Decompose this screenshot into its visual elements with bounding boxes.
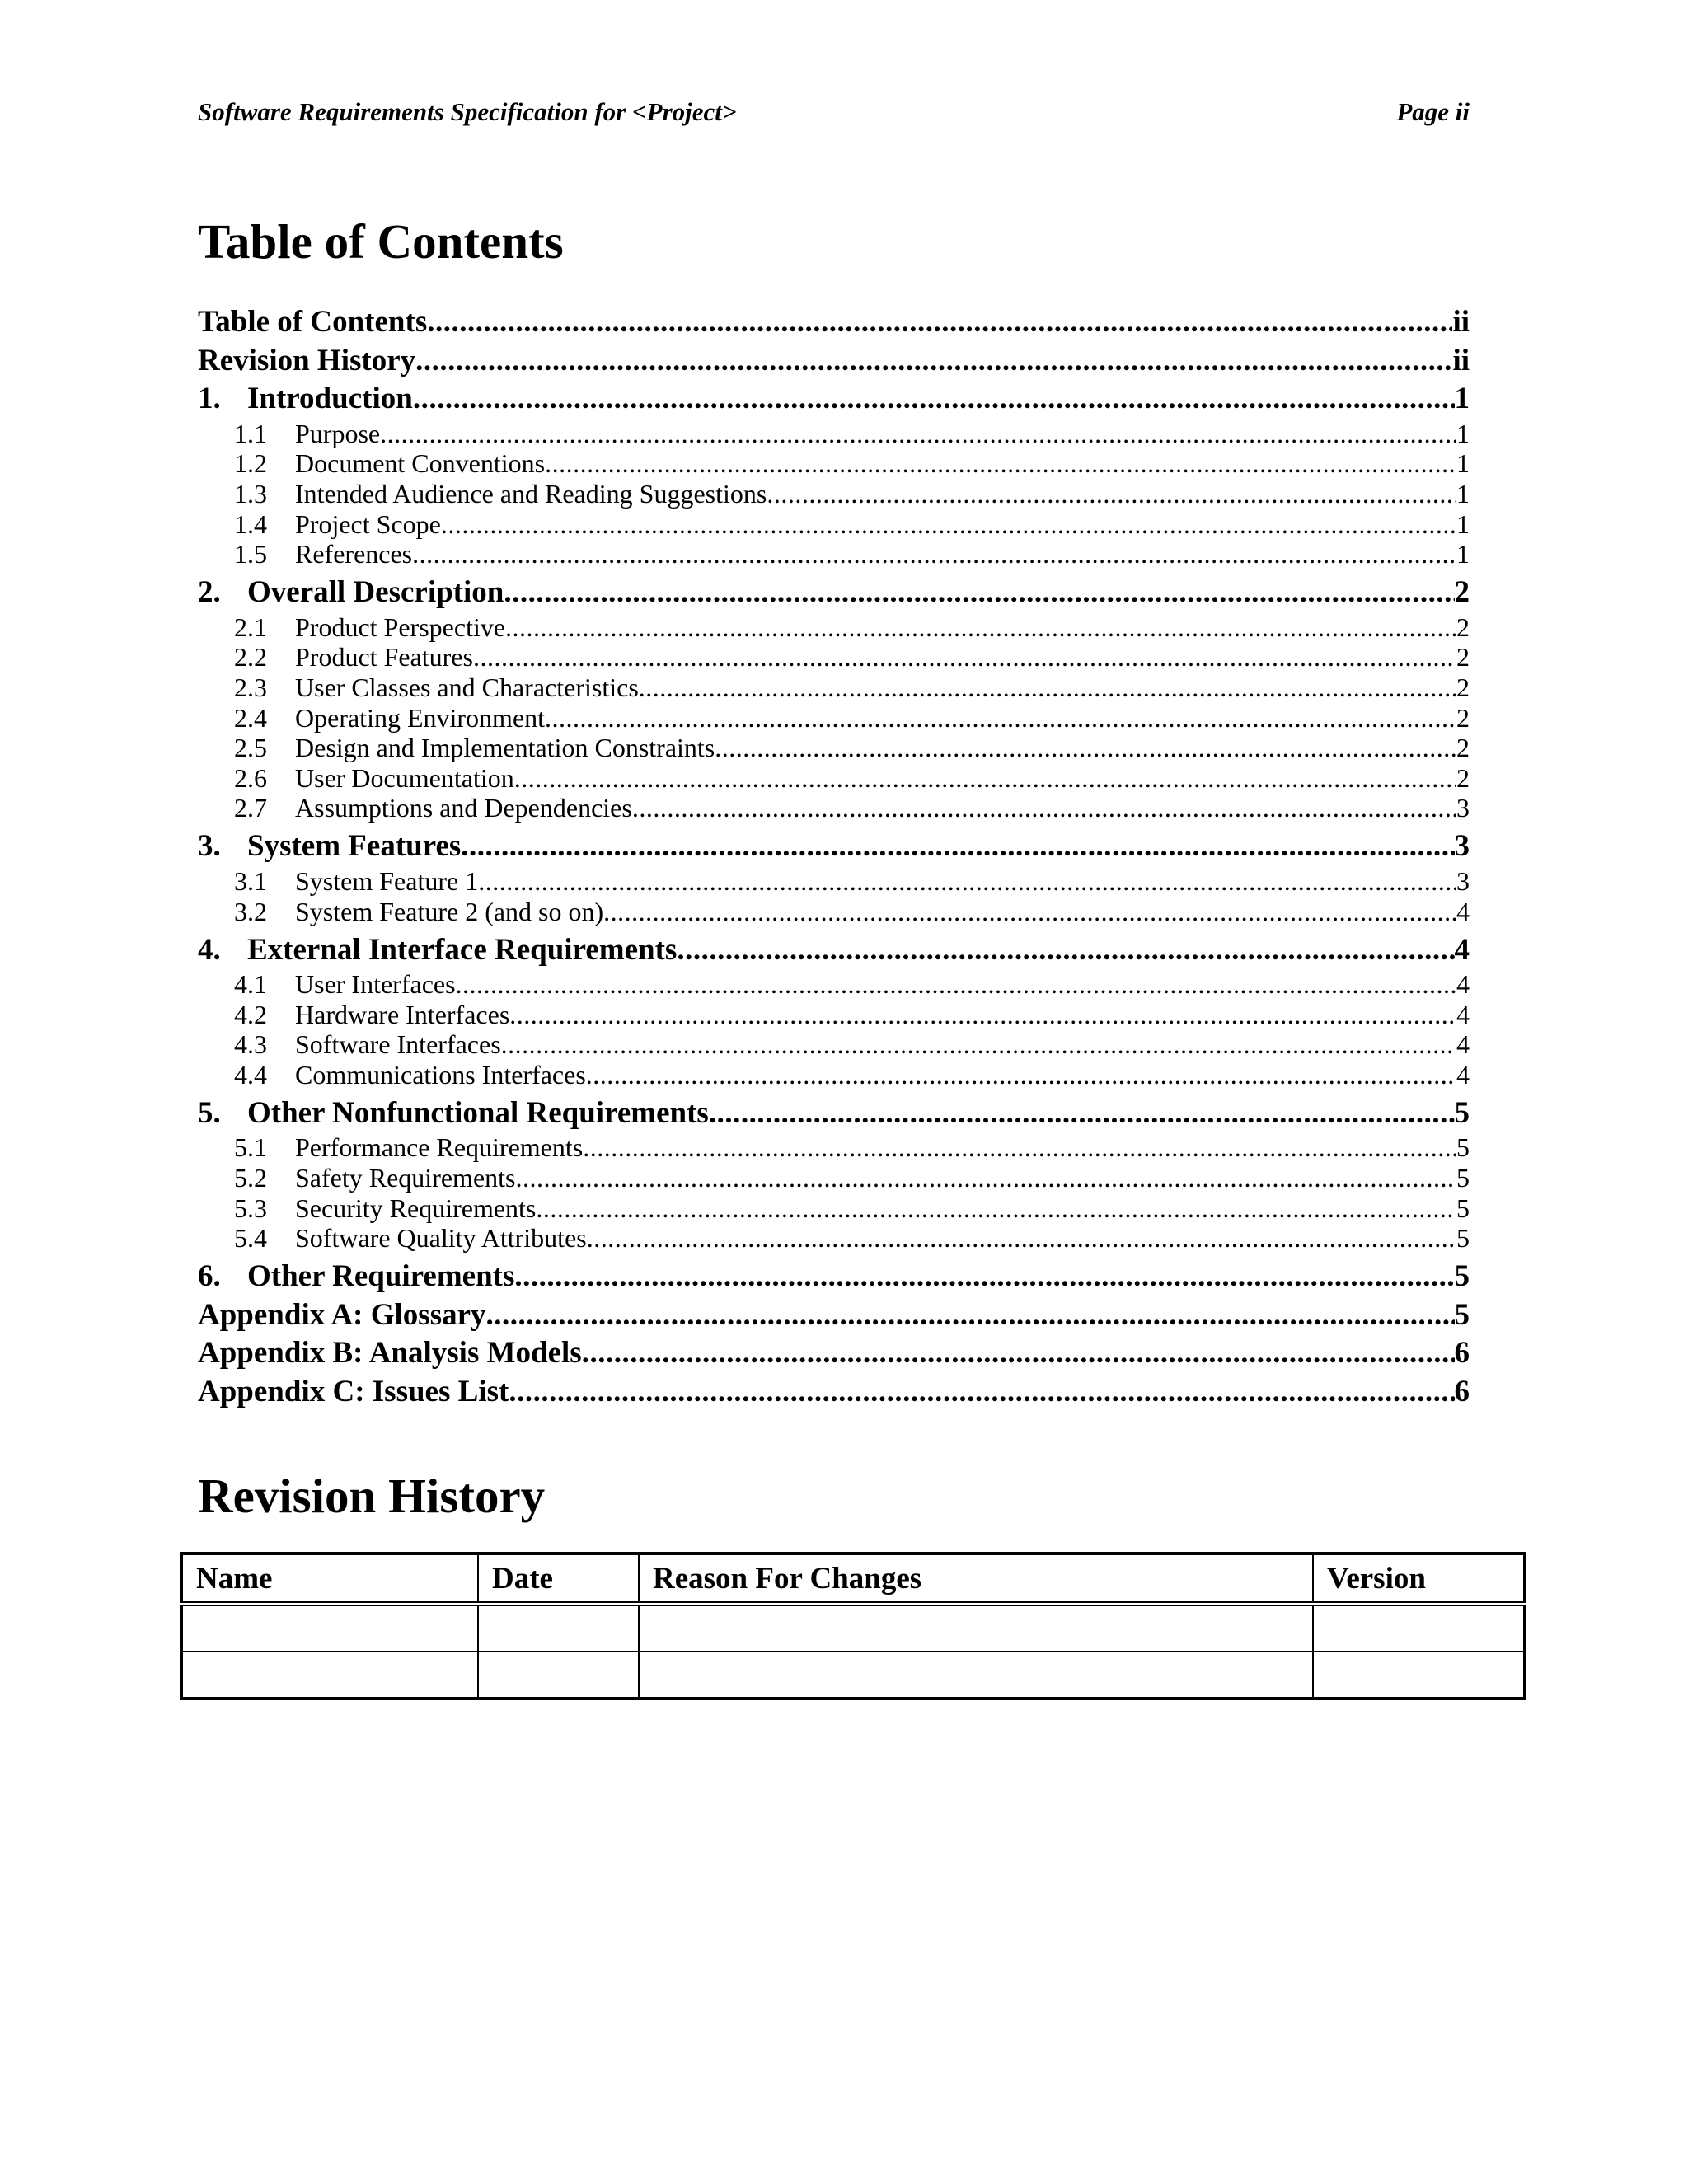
toc-entry-page: 4 — [1456, 1059, 1470, 1090]
toc-entry-number: 3.2 — [234, 896, 267, 926]
toc-entry[interactable] — [198, 448, 1470, 479]
toc-entry-page: 2 — [1456, 672, 1470, 702]
toc-entry-title: System Feature 2 (and so on) — [295, 896, 604, 926]
toc-entry[interactable] — [198, 1223, 1470, 1258]
toc-dot-leader — [441, 509, 1456, 540]
toc-entry-title: Purpose — [295, 418, 381, 448]
toc-entry[interactable] — [198, 539, 1470, 574]
toc-entry[interactable] — [198, 479, 1470, 509]
toc-dot-leader — [583, 1132, 1456, 1163]
toc-entry-title: Software Quality Attributes — [295, 1223, 587, 1254]
toc-dot-leader — [380, 419, 1456, 449]
toc-entry-page: 4 — [1454, 932, 1470, 967]
toc-entry-label — [234, 793, 632, 823]
toc-dot-leader — [415, 342, 1452, 381]
toc-entry[interactable] — [198, 612, 1470, 643]
toc-dot-leader — [478, 866, 1456, 897]
toc-entry-title: Assumptions and Dependencies — [295, 793, 632, 823]
toc-dot-leader — [413, 380, 1455, 419]
toc-entry-label — [198, 303, 427, 342]
toc-entry[interactable] — [198, 1060, 1470, 1094]
toc-entry-title: System Feature 1 — [295, 865, 479, 896]
toc-entry-page: 3 — [1454, 829, 1470, 864]
toc-dot-leader — [536, 1193, 1456, 1224]
toc-entry-number: 1.4 — [234, 509, 267, 539]
toc-entry-page: 5 — [1456, 1163, 1470, 1193]
toc-dot-leader — [715, 733, 1456, 763]
header-page-number: Page ii — [1396, 97, 1470, 126]
toc-entry-label — [198, 1296, 486, 1335]
toc-entry-label — [198, 1258, 514, 1296]
toc-dot-leader — [587, 1223, 1456, 1254]
toc-entry-page: 2 — [1456, 702, 1470, 733]
toc-entry[interactable] — [198, 419, 1470, 449]
toc-entry[interactable] — [198, 897, 1470, 931]
toc-entry-page: 6 — [1454, 1336, 1470, 1371]
toc-entry-title: Software Interfaces — [295, 1029, 501, 1060]
toc-dot-leader — [505, 612, 1456, 643]
toc-entry-label — [234, 419, 380, 449]
toc-entry-title: Table of Contents — [198, 305, 428, 339]
toc-entry-page: 1 — [1454, 382, 1470, 416]
toc-dot-leader — [582, 1334, 1455, 1373]
toc-entry[interactable] — [198, 763, 1470, 794]
toc-entry-title: Overall Description — [247, 575, 504, 610]
toc-entry-title: User Documentation — [295, 762, 514, 793]
toc-entry-page: 6 — [1454, 1375, 1470, 1409]
toc-entry-title: Intended Audience and Reading Suggestions — [295, 478, 767, 509]
toc-entry-number: 4.2 — [234, 999, 267, 1029]
toc-entry-title: Communications Interfaces — [295, 1059, 586, 1090]
toc-entry[interactable] — [198, 380, 1470, 419]
running-header — [198, 97, 1470, 134]
toc-entry-page: 2 — [1454, 575, 1470, 610]
toc-entry-title: Hardware Interfaces — [295, 999, 510, 1029]
toc-entry-label — [198, 380, 413, 419]
toc-dot-leader — [709, 1094, 1455, 1133]
toc-entry-label — [198, 827, 461, 866]
toc-entry[interactable] — [198, 931, 1470, 970]
toc-dot-leader — [501, 1029, 1456, 1060]
toc-entry[interactable] — [198, 1334, 1470, 1373]
toc-entry-title: Appendix C: Issues List — [198, 1375, 509, 1409]
toc-dot-leader — [461, 827, 1454, 866]
column-header-date: Date — [478, 1554, 639, 1604]
table-cell — [1313, 1652, 1525, 1699]
toc-entry-page: 1 — [1456, 448, 1470, 479]
toc-entry[interactable] — [198, 509, 1470, 540]
toc-entry-title: Design and Implementation Constraints — [295, 733, 715, 763]
toc-dot-leader — [586, 1060, 1456, 1090]
toc-entry-number: 2.5 — [234, 733, 267, 763]
toc-entry-title: Document Conventions — [295, 448, 546, 479]
toc-entry-label — [234, 539, 412, 569]
toc-entry-page: 1 — [1456, 509, 1470, 539]
toc-entry-title: Product Features — [295, 642, 473, 673]
toc-entry[interactable] — [198, 793, 1470, 827]
toc-entry-page: ii — [1452, 305, 1470, 339]
toc-entry-label — [234, 612, 505, 643]
toc-entry-page: 3 — [1456, 793, 1470, 823]
column-header-name: Name — [181, 1554, 478, 1604]
toc-entry-page: 5 — [1456, 1132, 1470, 1163]
toc-dot-leader — [515, 1163, 1456, 1193]
toc-entry-title: System Features — [247, 829, 462, 864]
toc-dot-leader — [473, 642, 1456, 673]
toc-entry[interactable] — [198, 1163, 1470, 1193]
toc-entry[interactable] — [198, 969, 1470, 1000]
toc-entry-page: 4 — [1456, 969, 1470, 1000]
table-cell — [639, 1652, 1313, 1699]
toc-entry[interactable] — [198, 673, 1470, 703]
toc-heading: Table of Contents — [198, 214, 564, 269]
toc-entry[interactable] — [198, 1132, 1470, 1163]
toc-entry-number: 3.1 — [234, 865, 267, 896]
toc-entry-page: 4 — [1456, 1029, 1470, 1060]
toc-entry[interactable] — [198, 1193, 1470, 1224]
revision-history-table — [180, 1552, 1526, 1700]
toc-entry-label — [234, 866, 478, 897]
toc-entry-number: 2.2 — [234, 642, 267, 673]
toc-entry[interactable] — [198, 342, 1470, 381]
toc-entry-number: 1. — [198, 382, 221, 416]
toc-entry-label — [198, 574, 504, 612]
toc-entry-page: 1 — [1456, 539, 1470, 569]
table-header-row — [181, 1554, 1525, 1604]
toc-entry-page: 1 — [1456, 478, 1470, 509]
toc-entry-title: Other Nonfunctional Requirements — [247, 1095, 709, 1130]
toc-entry-label — [198, 931, 677, 970]
toc-entry[interactable] — [198, 733, 1470, 763]
toc-entry-label — [234, 448, 545, 479]
toc-entry[interactable] — [198, 642, 1470, 673]
toc-dot-leader — [632, 793, 1456, 823]
toc-entry-page: ii — [1452, 343, 1470, 377]
table-cell — [181, 1652, 478, 1699]
toc-entry-page: 3 — [1456, 865, 1470, 896]
toc-entry-label — [234, 969, 456, 1000]
toc-entry-title: Other Requirements — [247, 1259, 515, 1294]
toc-dot-leader — [545, 448, 1456, 479]
toc-entry-label — [234, 1060, 586, 1090]
toc-entry-label — [234, 897, 603, 927]
toc-entry-number: 2.6 — [234, 762, 267, 793]
toc-entry-label — [234, 1132, 583, 1163]
toc-entry-page: 5 — [1454, 1259, 1470, 1294]
toc-entry-number: 5. — [198, 1095, 221, 1130]
table-row — [181, 1652, 1525, 1699]
toc-entry-title: Security Requirements — [295, 1193, 537, 1223]
toc-entry-title: User Interfaces — [295, 969, 456, 1000]
table-cell — [639, 1604, 1313, 1652]
toc-entry-number: 4.1 — [234, 969, 267, 1000]
toc-entry-page: 4 — [1456, 896, 1470, 926]
toc-entry-label — [234, 1029, 501, 1060]
toc-dot-leader — [509, 1000, 1456, 1030]
toc-entry-title: Introduction — [247, 382, 413, 416]
toc-entry[interactable] — [198, 866, 1470, 897]
toc-entry[interactable] — [198, 1029, 1470, 1060]
table-cell — [181, 1604, 478, 1652]
header-document-title: Software Requirements Specification for <Project> — [198, 97, 737, 126]
toc-entry[interactable] — [198, 827, 1470, 866]
toc-entry-label — [234, 479, 767, 509]
toc-entry-label — [198, 1373, 509, 1412]
toc-entry-number: 2.4 — [234, 702, 267, 733]
toc-entry-page: 1 — [1456, 418, 1470, 448]
toc-dot-leader — [456, 969, 1456, 1000]
toc-entry-number: 4. — [198, 932, 221, 967]
toc-entry-number: 2. — [198, 575, 221, 610]
toc-entry-number: 1.2 — [234, 448, 267, 479]
toc-entry-title: References — [295, 539, 413, 569]
toc-dot-leader — [639, 673, 1456, 703]
table-cell — [478, 1604, 639, 1652]
toc-entry-number: 5.4 — [234, 1223, 267, 1254]
toc-entry-title: Performance Requirements — [295, 1132, 584, 1163]
toc-entry[interactable] — [198, 1296, 1470, 1335]
toc-entry-number: 1.5 — [234, 539, 267, 569]
table-cell — [1313, 1604, 1525, 1652]
toc-entry-title: Safety Requirements — [295, 1163, 516, 1193]
toc-entry-number: 1.3 — [234, 478, 267, 509]
column-header-version: Version — [1313, 1554, 1525, 1604]
toc-dot-leader — [486, 1296, 1455, 1335]
toc-entry-page: 5 — [1454, 1297, 1470, 1332]
toc-entry-page: 5 — [1454, 1095, 1470, 1130]
toc-dot-leader — [767, 479, 1456, 509]
toc-entry-page: 5 — [1456, 1193, 1470, 1223]
toc-entry-number: 1.1 — [234, 418, 267, 448]
toc-entry-label — [198, 1094, 709, 1133]
toc-entry-page: 5 — [1456, 1223, 1470, 1254]
column-header-reason: Reason For Changes — [639, 1554, 1313, 1604]
toc-entry-number: 5.2 — [234, 1163, 267, 1193]
toc-entry-title: Operating Environment — [295, 702, 546, 733]
table-row — [181, 1604, 1525, 1652]
table-cell — [478, 1652, 639, 1699]
toc-entry-title: Appendix A: Glossary — [198, 1297, 486, 1332]
toc-entry-label — [234, 1163, 515, 1193]
toc-entry-number: 2.3 — [234, 672, 267, 702]
toc-entry-label — [234, 642, 473, 673]
toc-entry-number: 5.3 — [234, 1193, 267, 1223]
toc-entry[interactable] — [198, 1258, 1470, 1296]
toc-entry-label — [234, 509, 441, 540]
toc-entry-number: 2.1 — [234, 612, 267, 642]
toc-entry-title: Appendix B: Analysis Models — [198, 1336, 582, 1371]
toc-entry-number: 3. — [198, 829, 221, 864]
toc-entry-page: 4 — [1456, 999, 1470, 1029]
toc-dot-leader — [412, 539, 1456, 569]
toc-dot-leader — [427, 303, 1452, 342]
toc-entry-number: 6. — [198, 1259, 221, 1294]
toc-entry-label — [234, 763, 514, 794]
toc-entry-title: Project Scope — [295, 509, 441, 539]
toc-dot-leader — [509, 1373, 1454, 1412]
toc-entry-page: 2 — [1456, 733, 1470, 763]
toc-entry-label — [198, 342, 415, 381]
toc-entry[interactable] — [198, 1373, 1470, 1412]
revision-history-heading: Revision History — [198, 1469, 546, 1523]
toc-entry-title: Product Perspective — [295, 612, 506, 642]
table-of-contents — [198, 303, 1470, 1412]
toc-entry-label — [198, 1334, 582, 1373]
toc-entry-number: 5.1 — [234, 1132, 267, 1163]
toc-entry-title: External Interface Requirements — [247, 932, 678, 967]
toc-entry-label — [234, 733, 715, 763]
toc-entry-number: 2.7 — [234, 793, 267, 823]
toc-dot-leader — [677, 931, 1454, 970]
toc-entry-number: 4.4 — [234, 1059, 267, 1090]
toc-entry-page: 2 — [1456, 612, 1470, 642]
toc-dot-leader — [504, 574, 1454, 612]
toc-entry-number: 4.3 — [234, 1029, 267, 1060]
toc-entry-page: 2 — [1456, 642, 1470, 673]
toc-entry-title: User Classes and Characteristics — [295, 672, 639, 702]
toc-entry-label — [234, 673, 639, 703]
toc-dot-leader — [514, 763, 1456, 794]
toc-entry-page: 2 — [1456, 762, 1470, 793]
toc-entry-label — [234, 1193, 536, 1224]
toc-dot-leader — [514, 1258, 1454, 1296]
toc-entry[interactable] — [198, 1000, 1470, 1030]
toc-entry[interactable] — [198, 303, 1470, 342]
toc-entry-label — [234, 1223, 587, 1254]
toc-entry[interactable] — [198, 574, 1470, 612]
toc-entry[interactable] — [198, 703, 1470, 733]
toc-entry[interactable] — [198, 1094, 1470, 1133]
toc-entry-title: Revision History — [198, 343, 416, 377]
toc-dot-leader — [545, 703, 1456, 733]
toc-entry-label — [234, 703, 545, 733]
toc-entry-label — [234, 1000, 509, 1030]
toc-dot-leader — [603, 897, 1456, 927]
